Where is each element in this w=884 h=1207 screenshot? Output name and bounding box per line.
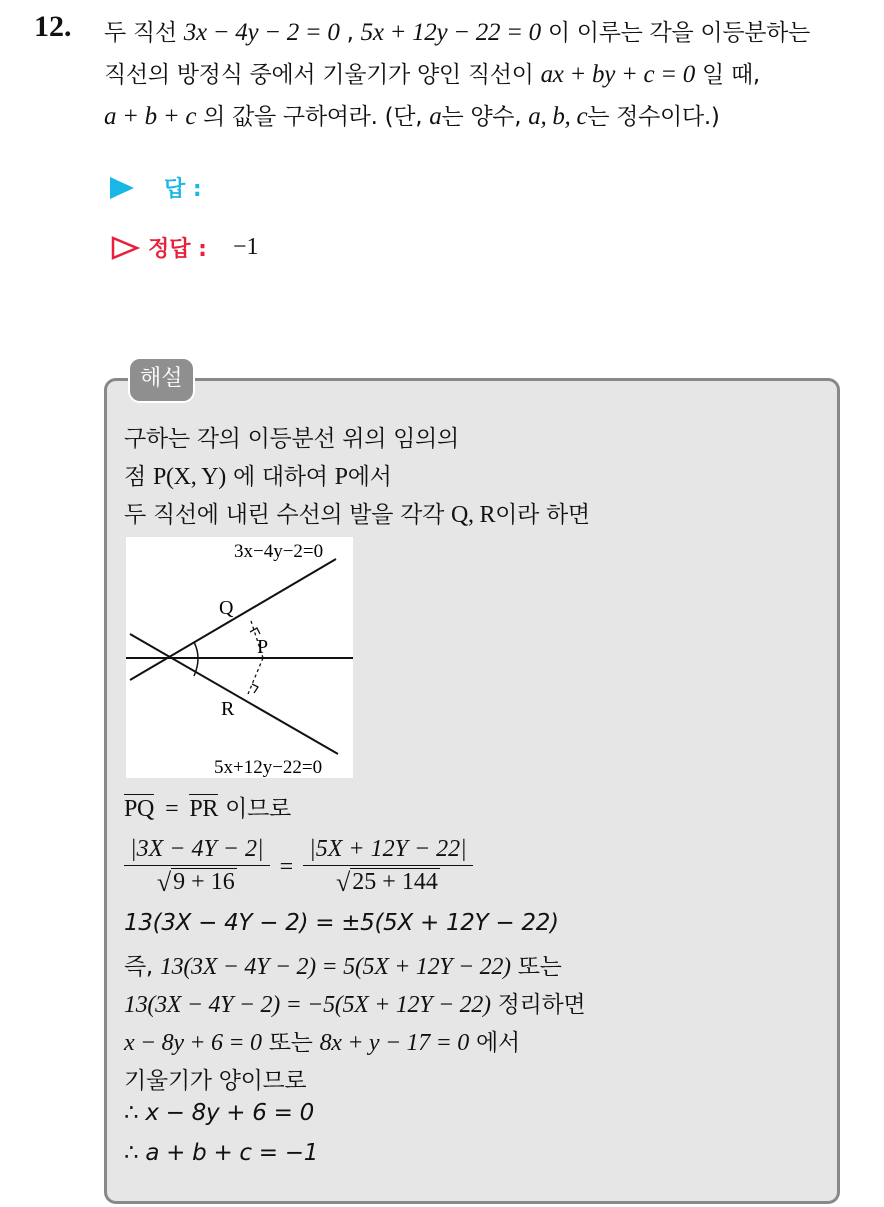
text: 즉,: [124, 954, 160, 980]
radicand-left: 9 + 16: [173, 869, 235, 895]
answer-label: 답 :: [164, 177, 202, 202]
correct-answer-label: 정답 :: [148, 237, 207, 262]
math-eq4a: x − 8y + 6 = 0: [124, 1030, 262, 1056]
math-sum: a + b + c: [104, 103, 197, 130]
label-r: R: [221, 698, 235, 720]
solution-line-1: 구하는 각의 이등분선 위의 임의의: [124, 426, 459, 452]
math-line-1: 3x − 4y − 2 = 0: [183, 19, 340, 46]
point-p-label: P: [334, 464, 348, 490]
play-triangle-icon: [110, 177, 134, 199]
text: 이라 하면: [495, 502, 590, 528]
fraction-left: [124, 836, 270, 898]
fraction-left-numerator: |3X − 4Y − 2|: [124, 836, 270, 866]
problem-line-3: [104, 98, 720, 131]
segment-pr: PR: [189, 796, 219, 822]
text: 에 대하여: [225, 464, 335, 490]
solution-therefore-2: ∴ a + b + c = −1: [124, 1140, 319, 1166]
angle-bisector-diagram: [126, 537, 353, 778]
text: 이 이루는 각을 이등분하는: [540, 20, 810, 46]
text: 에서: [468, 1030, 520, 1056]
text: 에서: [347, 464, 392, 490]
solution-eq-4: [124, 1024, 520, 1057]
text: 이므로: [218, 796, 291, 822]
equals-sign: =: [279, 853, 294, 880]
fraction-left-denominator: [157, 866, 237, 898]
label-q: Q: [219, 597, 234, 619]
radical-icon: √: [336, 868, 351, 897]
radicand-right: 25 + 144: [352, 869, 438, 895]
answer-row: [110, 172, 202, 203]
math-eq3: 13(3X − 4Y − 2) = −5(5X + 12Y − 22): [124, 992, 491, 1018]
text: 두 직선: [104, 20, 184, 46]
text: 는 양수,: [441, 104, 529, 130]
points-qr: Q, R: [451, 502, 496, 528]
perp-pr: [248, 658, 263, 694]
fraction-right-numerator: |5X + 12Y − 22|: [303, 836, 473, 866]
text: 점: [124, 464, 153, 490]
text: 직선의 방정식 중에서 기울기가 양인 직선이: [104, 62, 541, 88]
radical-icon: √: [156, 868, 172, 897]
math-target-line: ax + by + c = 0: [540, 61, 695, 88]
label-p: P: [257, 636, 269, 658]
line-upper: [130, 559, 336, 680]
fraction-right: [303, 836, 473, 898]
solution-slope-line: 기울기가 양이므로: [124, 1068, 307, 1094]
correct-answer-value: −1: [232, 234, 259, 260]
solution-eq-1: 13(3X − 4Y − 2) = ±5(5X + 12Y − 22): [124, 910, 559, 936]
math-eq2: 13(3X − 4Y − 2) = 5(5X + 12Y − 22): [159, 954, 511, 980]
outline-triangle-icon: [110, 235, 140, 261]
solution-line-2: [124, 458, 392, 491]
point-p: P(X, Y): [152, 464, 226, 490]
solution-eq-2: [124, 948, 562, 981]
solution-tag: 해설: [128, 357, 195, 403]
text: 의 값을 구하여라. (단,: [196, 104, 430, 130]
text: ,: [339, 20, 361, 46]
problem-number: 12.: [34, 10, 72, 43]
solution-line-3: [124, 496, 590, 529]
right-angle-mark-r: [252, 684, 258, 693]
text: 또는: [510, 954, 562, 980]
fraction-right-denominator: [336, 866, 440, 898]
text: 두 직선에 내린 수선의 발을 각각: [124, 502, 452, 528]
text: 또는: [261, 1030, 320, 1056]
geometry-figure: [126, 537, 353, 778]
sqrt-right: [336, 868, 440, 896]
text: 일 때,: [695, 62, 760, 88]
text: 는 정수이다.): [587, 104, 720, 130]
label-upper-line: 3x−4y−2=0: [234, 541, 324, 562]
label-lower-line: 5x+12y−22=0: [214, 757, 323, 778]
text: 정리하면: [490, 992, 586, 1018]
problem-line-1: [104, 14, 810, 47]
math-a: a: [429, 103, 442, 130]
segment-pq: PQ: [124, 796, 155, 822]
distance-equation: [124, 836, 473, 898]
correct-answer-row: [110, 232, 259, 263]
math-abc: a, b, c: [528, 103, 588, 130]
problem-line-2: [104, 56, 760, 89]
solution-pq-pr: [124, 790, 291, 823]
sqrt-left: [157, 868, 237, 896]
math-eq4b: 8x + y − 17 = 0: [319, 1030, 469, 1056]
solution-therefore-1: ∴ x − 8y + 6 = 0: [124, 1100, 314, 1126]
equals-sign: =: [165, 796, 179, 822]
math-line-2: 5x + 12y − 22 = 0: [360, 19, 541, 46]
solution-eq-3: [124, 986, 585, 1019]
line-lower: [130, 634, 338, 754]
